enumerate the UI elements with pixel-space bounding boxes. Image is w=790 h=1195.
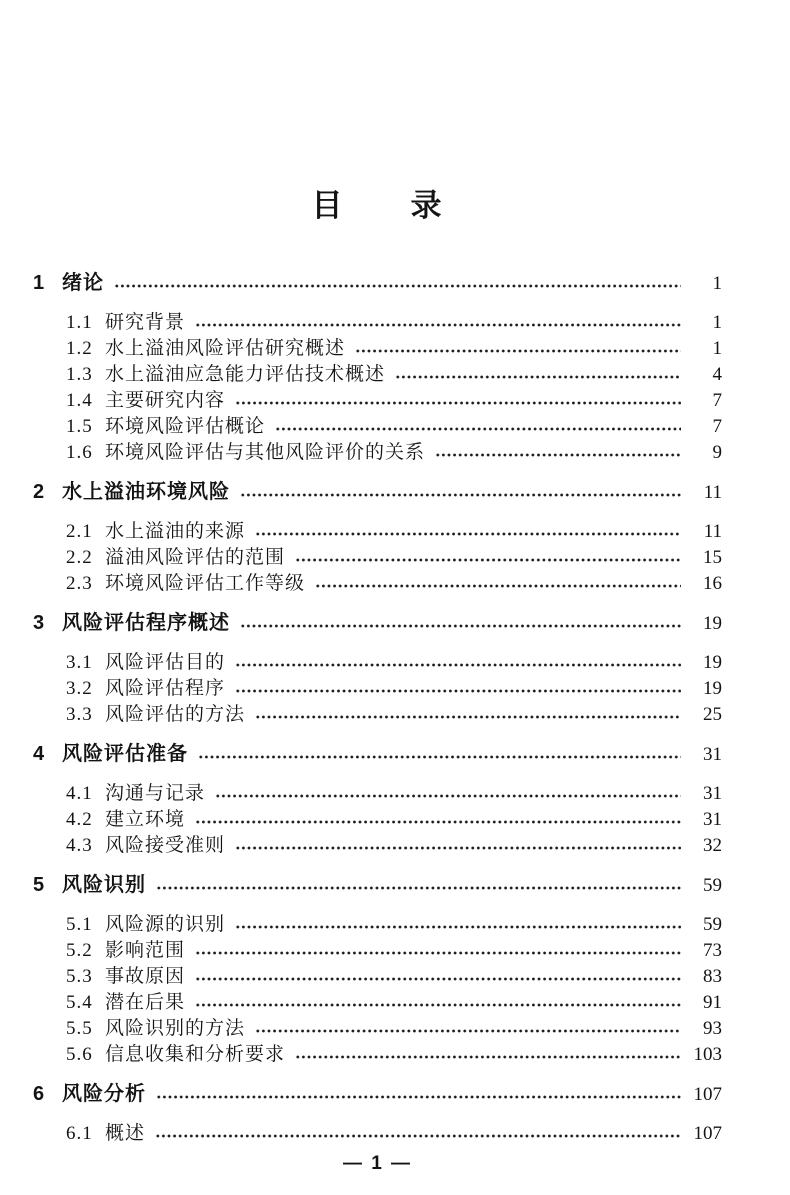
toc-item-row	[33, 571, 722, 597]
item-page-number: 4	[712, 364, 722, 385]
item-page-number: 83	[703, 966, 722, 987]
toc-item-row	[33, 440, 722, 466]
item-page-number: 103	[693, 1044, 722, 1065]
item-number: 4.3	[66, 835, 93, 856]
dot-leader	[155, 1133, 681, 1139]
dot-leader	[275, 426, 681, 432]
chapter-page-number: 1	[712, 273, 722, 294]
item-title: 风险评估的方法	[105, 704, 246, 725]
chapter-title: 风险分析	[62, 1083, 146, 1105]
dot-leader	[235, 688, 681, 694]
toc-chapter-row	[33, 270, 722, 297]
item-number: 1.2	[66, 338, 93, 359]
dot-leader	[255, 531, 681, 537]
toc-chapter-row	[33, 610, 722, 637]
item-number: 1.5	[66, 416, 93, 437]
item-page-number: 107	[693, 1123, 722, 1144]
item-number: 1.6	[66, 442, 93, 463]
chapter-number: 3	[33, 612, 45, 634]
item-page-number: 7	[712, 416, 722, 437]
item-number: 5.3	[66, 966, 93, 987]
chapter-page-number: 19	[703, 613, 722, 634]
item-page-number: 9	[712, 442, 722, 463]
item-page-number: 16	[703, 573, 722, 594]
dot-leader	[255, 1028, 681, 1034]
chapter-page-number: 107	[693, 1084, 722, 1105]
dot-leader	[315, 583, 681, 589]
chapter-page-number: 59	[703, 875, 722, 896]
item-number: 3.1	[66, 652, 93, 673]
item-number: 1.1	[66, 312, 93, 333]
toc-item-row	[33, 1042, 722, 1068]
toc-item-row	[33, 781, 722, 807]
toc-item-row	[33, 519, 722, 545]
dot-leader	[240, 623, 681, 629]
chapter-number: 5	[33, 874, 45, 896]
dot-leader	[195, 322, 681, 328]
chapter-page-number: 11	[703, 482, 722, 503]
toc-item-row	[33, 833, 722, 859]
item-title: 信息收集和分析要求	[105, 1044, 286, 1065]
item-title: 风险识别的方法	[105, 1018, 246, 1039]
item-page-number: 31	[703, 809, 722, 830]
toc-item-row	[33, 1016, 722, 1042]
dot-leader	[240, 492, 681, 498]
item-number: 5.6	[66, 1044, 93, 1065]
dot-leader	[114, 283, 681, 289]
item-title: 环境风险评估工作等级	[105, 573, 306, 594]
dot-leader	[395, 374, 681, 380]
item-title: 水上溢油风险评估研究概述	[105, 338, 346, 359]
toc-item-row	[33, 807, 722, 833]
chapter-title: 绪论	[62, 272, 104, 294]
dot-leader	[195, 950, 681, 956]
dot-leader	[195, 976, 681, 982]
toc-item-row	[33, 545, 722, 571]
item-title: 沟通与记录	[105, 783, 206, 804]
chapter-title: 水上溢油环境风险	[62, 481, 230, 503]
dot-leader	[295, 557, 681, 563]
dot-leader	[355, 348, 681, 354]
dot-leader	[295, 1054, 681, 1060]
chapter-number: 6	[33, 1083, 45, 1105]
chapter-number: 2	[33, 481, 45, 503]
toc-item-row	[33, 414, 722, 440]
item-page-number: 19	[703, 678, 722, 699]
item-page-number: 7	[712, 390, 722, 411]
item-number: 6.1	[66, 1123, 93, 1144]
item-number: 4.2	[66, 809, 93, 830]
item-number: 2.2	[66, 547, 93, 568]
page-title: 目 录	[311, 188, 444, 223]
item-title: 风险接受准则	[105, 835, 226, 856]
item-number: 5.2	[66, 940, 93, 961]
item-number: 1.4	[66, 390, 93, 411]
chapter-title: 风险识别	[62, 874, 146, 896]
item-number: 2.1	[66, 521, 93, 542]
toc-chapter-row	[33, 479, 722, 506]
item-page-number: 91	[703, 992, 722, 1013]
item-page-number: 31	[703, 783, 722, 804]
item-number: 5.5	[66, 1018, 93, 1039]
page-footer-number: — 1 —	[342, 1153, 413, 1174]
item-title: 溢油风险评估的范围	[105, 547, 286, 568]
item-title: 事故原因	[105, 966, 186, 987]
item-title: 风险评估目的	[105, 652, 226, 673]
item-page-number: 73	[703, 940, 722, 961]
toc-item-row	[33, 912, 722, 938]
item-title: 风险评估程序	[105, 678, 226, 699]
item-title: 水上溢油应急能力评估技术概述	[105, 364, 386, 385]
item-title: 研究背景	[105, 312, 186, 333]
chapter-number: 1	[33, 272, 45, 294]
toc-item-row	[33, 676, 722, 702]
dot-leader	[195, 819, 681, 825]
toc-item-row	[33, 310, 722, 336]
toc-item-row	[33, 336, 722, 362]
item-number: 3.3	[66, 704, 93, 725]
toc-list	[33, 270, 722, 1147]
dot-leader	[156, 885, 681, 891]
item-title: 水上溢油的来源	[105, 521, 246, 542]
item-number: 5.4	[66, 992, 93, 1013]
chapter-number: 4	[33, 743, 45, 765]
item-number: 4.1	[66, 783, 93, 804]
item-page-number: 25	[703, 704, 722, 725]
chapter-title: 风险评估程序概述	[62, 612, 230, 634]
item-number: 5.1	[66, 914, 93, 935]
dot-leader	[255, 714, 681, 720]
dot-leader	[195, 1002, 681, 1008]
item-number: 3.2	[66, 678, 93, 699]
item-page-number: 1	[712, 338, 722, 359]
item-title: 概述	[105, 1123, 146, 1144]
item-title: 潜在后果	[105, 992, 186, 1013]
item-number: 1.3	[66, 364, 93, 385]
item-title: 环境风险评估概论	[105, 416, 266, 437]
item-page-number: 59	[703, 914, 722, 935]
item-page-number: 19	[703, 652, 722, 673]
dot-leader	[235, 845, 681, 851]
item-title: 环境风险评估与其他风险评价的关系	[105, 442, 426, 463]
toc-item-row	[33, 702, 722, 728]
item-title: 风险源的识别	[105, 914, 226, 935]
toc-chapter-row	[33, 741, 722, 768]
item-page-number: 93	[703, 1018, 722, 1039]
item-page-number: 1	[712, 312, 722, 333]
item-page-number: 32	[703, 835, 722, 856]
toc-chapter-row	[33, 1081, 722, 1108]
toc-item-row	[33, 990, 722, 1016]
dot-leader	[235, 400, 681, 406]
dot-leader	[235, 924, 681, 930]
item-page-number: 11	[703, 521, 722, 542]
item-title: 主要研究内容	[105, 390, 226, 411]
item-title: 建立环境	[105, 809, 186, 830]
toc-item-row	[33, 362, 722, 388]
item-title: 影响范围	[105, 940, 186, 961]
toc-item-row	[33, 1121, 722, 1147]
dot-leader	[215, 793, 681, 799]
item-page-number: 15	[703, 547, 722, 568]
toc-item-row	[33, 650, 722, 676]
toc-page	[33, 0, 722, 1175]
dot-leader	[435, 452, 681, 458]
toc-item-row	[33, 964, 722, 990]
chapter-title: 风险评估准备	[62, 743, 188, 765]
item-number: 2.3	[66, 573, 93, 594]
dot-leader	[156, 1094, 681, 1100]
toc-item-row	[33, 938, 722, 964]
dot-leader	[235, 662, 681, 668]
toc-chapter-row	[33, 872, 722, 899]
dot-leader	[198, 754, 681, 760]
toc-item-row	[33, 388, 722, 414]
chapter-page-number: 31	[703, 744, 722, 765]
